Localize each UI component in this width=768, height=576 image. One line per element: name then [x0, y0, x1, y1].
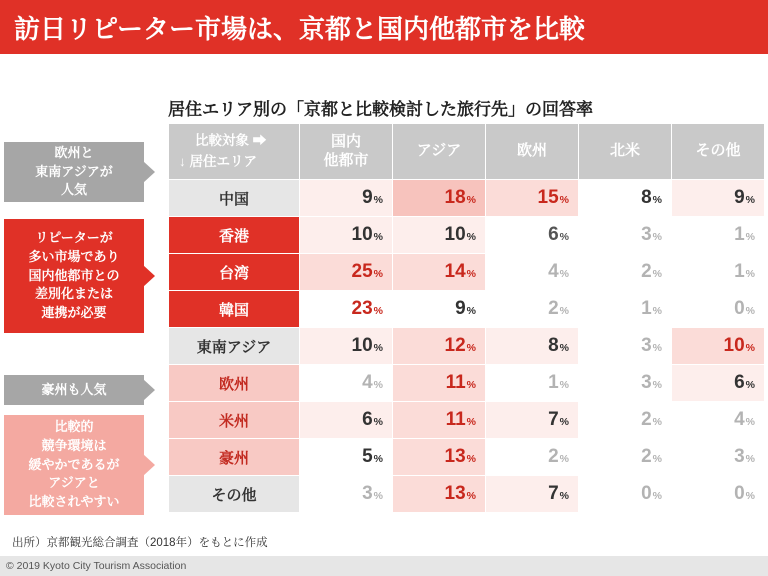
cell-value: 7: [548, 409, 559, 430]
cell-value: 23: [351, 298, 373, 319]
table-head: [169, 124, 765, 180]
cell-value: 25: [351, 261, 373, 282]
cell-value: 13: [444, 446, 466, 467]
cell-r7-c2: [486, 439, 579, 476]
cell-value: 4: [362, 372, 373, 393]
cell-unit: %: [466, 342, 476, 354]
table-row: [169, 328, 765, 365]
cell-r1-c1: [393, 217, 486, 254]
cell-r3-c3: [579, 291, 672, 328]
cell-value: 10: [444, 224, 466, 245]
cell-value: 5: [362, 446, 373, 467]
cell-unit: %: [652, 342, 662, 354]
cell-unit: %: [559, 379, 569, 391]
cell-value: 1: [734, 224, 745, 245]
row-header-5: 欧州: [169, 365, 300, 402]
cell-value: 10: [351, 224, 373, 245]
cell-r4-c1: [393, 328, 486, 365]
row-header-6: 米州: [169, 402, 300, 439]
cell-r3-c1: [393, 291, 486, 328]
cell-r0-c2: [486, 180, 579, 217]
cell-value: 10: [723, 335, 745, 356]
cell-unit: %: [559, 231, 569, 243]
column-header-1: アジア: [393, 124, 486, 180]
row-header-4: 東南アジア: [169, 328, 300, 365]
callout-3: [4, 375, 144, 405]
row-header-1: 香港: [169, 217, 300, 254]
cell-unit: %: [466, 490, 476, 502]
callout-3-text: 豪州も人気: [41, 381, 107, 397]
column-header-3: 北米: [579, 124, 672, 180]
table-body: [169, 180, 765, 513]
cell-value: 2: [548, 446, 559, 467]
callout-2: [4, 219, 144, 333]
cell-unit: %: [745, 342, 755, 354]
cell-value: 2: [641, 261, 652, 282]
cell-value: 11: [445, 409, 466, 430]
cell-value: 2: [641, 446, 652, 467]
callout-4-text: 比較的 競争環境は 緩やかであるが アジアと 比較されやすい: [28, 418, 120, 510]
cell-unit: %: [373, 453, 383, 465]
column-header-2: 欧州: [486, 124, 579, 180]
cell-r8-c4: [672, 476, 765, 513]
cell-r5-c4: [672, 365, 765, 402]
cell-r4-c2: [486, 328, 579, 365]
cell-r3-c2: [486, 291, 579, 328]
cell-r2-c3: [579, 254, 672, 291]
cell-value: 3: [641, 224, 652, 245]
cell-value: 3: [734, 446, 745, 467]
cell-unit: %: [373, 231, 383, 243]
row-header-0: 中国: [169, 180, 300, 217]
cell-r5-c2: [486, 365, 579, 402]
cell-unit: %: [373, 194, 383, 206]
callout-4-arrow-icon: [143, 454, 155, 476]
cell-value: 7: [548, 483, 559, 504]
column-header-4: その他: [672, 124, 765, 180]
cell-r1-c4: [672, 217, 765, 254]
cell-r5-c3: [579, 365, 672, 402]
cell-unit: %: [652, 416, 662, 428]
cell-value: 4: [548, 261, 559, 282]
cell-unit: %: [652, 231, 662, 243]
cell-value: 3: [641, 335, 652, 356]
table-row: [169, 217, 765, 254]
cell-value: 12: [444, 335, 466, 356]
table-row: [169, 291, 765, 328]
corner-line-1: 比較対象 ➡: [195, 133, 267, 149]
cell-value: 9: [734, 187, 745, 208]
cell-r2-c0: [300, 254, 393, 291]
cell-value: 9: [455, 298, 466, 319]
cell-r1-c0: [300, 217, 393, 254]
cell-r7-c3: [579, 439, 672, 476]
cell-unit: %: [466, 453, 476, 465]
cell-value: 2: [641, 409, 652, 430]
column-header-0: 国内 他都市: [300, 124, 393, 180]
callout-1-arrow-icon: [143, 161, 155, 183]
cell-r6-c4: [672, 402, 765, 439]
heatmap-table-wrap: [168, 123, 765, 513]
cell-r0-c1: [393, 180, 486, 217]
cell-unit: %: [559, 453, 569, 465]
cell-unit: %: [559, 305, 569, 317]
cell-unit: %: [373, 342, 383, 354]
cell-unit: %: [652, 305, 662, 317]
cell-unit: %: [745, 268, 755, 280]
title-bar: [0, 0, 768, 54]
table-header-row: [169, 124, 765, 180]
cell-unit: %: [745, 490, 755, 502]
cell-value: 0: [734, 483, 745, 504]
cell-value: 14: [444, 261, 466, 282]
table-row: [169, 180, 765, 217]
cell-value: 11: [445, 372, 466, 393]
cell-r8-c0: [300, 476, 393, 513]
cell-unit: %: [373, 416, 383, 428]
row-header-8: その他: [169, 476, 300, 513]
cell-r7-c1: [393, 439, 486, 476]
cell-r3-c4: [672, 291, 765, 328]
cell-value: 3: [641, 372, 652, 393]
chart-heading: 居住エリア別の「京都と比較検討した旅行先」の回答率: [168, 100, 593, 119]
cell-unit: %: [652, 194, 662, 206]
copyright-text: © 2019 Kyoto City Tourism Association: [6, 560, 187, 572]
cell-value: 1: [641, 298, 652, 319]
row-header-7: 豪州: [169, 439, 300, 476]
cell-unit: %: [652, 268, 662, 280]
cell-value: 9: [362, 187, 373, 208]
cell-r3-c0: [300, 291, 393, 328]
cell-value: 4: [734, 409, 745, 430]
callout-2-text: リピーターが 多い市場であり 国内他都市との 差別化または 連携が必要: [28, 229, 120, 321]
cell-value: 18: [444, 187, 466, 208]
cell-unit: %: [373, 305, 383, 317]
cell-value: 10: [351, 335, 373, 356]
cell-unit: %: [745, 231, 755, 243]
cell-unit: %: [652, 490, 662, 502]
cell-r6-c0: [300, 402, 393, 439]
cell-unit: %: [373, 379, 383, 391]
table-row: [169, 402, 765, 439]
callout-2-arrow-icon: [143, 265, 155, 287]
cell-r7-c0: [300, 439, 393, 476]
page-title: 訪日リピーター市場は、京都と国内他都市を比較: [14, 13, 585, 44]
cell-r1-c3: [579, 217, 672, 254]
row-header-2: 台湾: [169, 254, 300, 291]
cell-value: 0: [734, 298, 745, 319]
table-row: [169, 439, 765, 476]
cell-unit: %: [652, 379, 662, 391]
cell-r5-c0: [300, 365, 393, 402]
callout-1-text: 欧州と 東南アジアが 人気: [35, 144, 113, 198]
callout-4: [4, 415, 144, 515]
cell-unit: %: [559, 342, 569, 354]
cell-unit: %: [745, 194, 755, 206]
cell-value: 15: [537, 187, 559, 208]
cell-r8-c2: [486, 476, 579, 513]
cell-unit: %: [745, 379, 755, 391]
cell-unit: %: [559, 268, 569, 280]
cell-value: 13: [444, 483, 466, 504]
cell-r0-c4: [672, 180, 765, 217]
cell-value: 6: [362, 409, 373, 430]
footer-bar: [0, 556, 768, 576]
cell-unit: %: [652, 453, 662, 465]
cell-value: 1: [734, 261, 745, 282]
heatmap-table: [168, 123, 765, 513]
cell-unit: %: [466, 194, 476, 206]
callout-3-arrow-icon: [143, 379, 155, 401]
cell-unit: %: [745, 416, 755, 428]
cell-r0-c0: [300, 180, 393, 217]
cell-r6-c1: [393, 402, 486, 439]
cell-r4-c3: [579, 328, 672, 365]
cell-unit: %: [466, 268, 476, 280]
cell-r4-c4: [672, 328, 765, 365]
cell-r6-c2: [486, 402, 579, 439]
cell-value: 6: [734, 372, 745, 393]
cell-r8-c3: [579, 476, 672, 513]
callout-1: [4, 142, 144, 202]
cell-unit: %: [466, 305, 476, 317]
table-row: [169, 365, 765, 402]
cell-value: 2: [548, 298, 559, 319]
cell-value: 1: [548, 372, 559, 393]
cell-unit: %: [559, 416, 569, 428]
cell-r6-c3: [579, 402, 672, 439]
cell-value: 8: [641, 187, 652, 208]
cell-value: 3: [362, 483, 373, 504]
cell-unit: %: [373, 268, 383, 280]
corner-line-2: ↓ 居住エリア: [179, 153, 258, 169]
cell-unit: %: [745, 453, 755, 465]
cell-unit: %: [466, 231, 476, 243]
cell-unit: %: [466, 416, 476, 428]
cell-r5-c1: [393, 365, 486, 402]
cell-r0-c3: [579, 180, 672, 217]
table-row: [169, 476, 765, 513]
cell-r4-c0: [300, 328, 393, 365]
row-header-3: 韓国: [169, 291, 300, 328]
cell-value: 0: [641, 483, 652, 504]
cell-unit: %: [466, 379, 476, 391]
table-corner-header: [169, 124, 300, 180]
cell-r2-c1: [393, 254, 486, 291]
cell-value: 6: [548, 224, 559, 245]
cell-r1-c2: [486, 217, 579, 254]
cell-r8-c1: [393, 476, 486, 513]
source-note: 出所）京都観光総合調査（2018年）をもとに作成: [12, 537, 268, 549]
cell-value: 8: [548, 335, 559, 356]
cell-unit: %: [559, 490, 569, 502]
cell-unit: %: [559, 194, 569, 206]
cell-unit: %: [373, 490, 383, 502]
cell-unit: %: [745, 305, 755, 317]
cell-r7-c4: [672, 439, 765, 476]
cell-r2-c2: [486, 254, 579, 291]
cell-r2-c4: [672, 254, 765, 291]
table-row: [169, 254, 765, 291]
